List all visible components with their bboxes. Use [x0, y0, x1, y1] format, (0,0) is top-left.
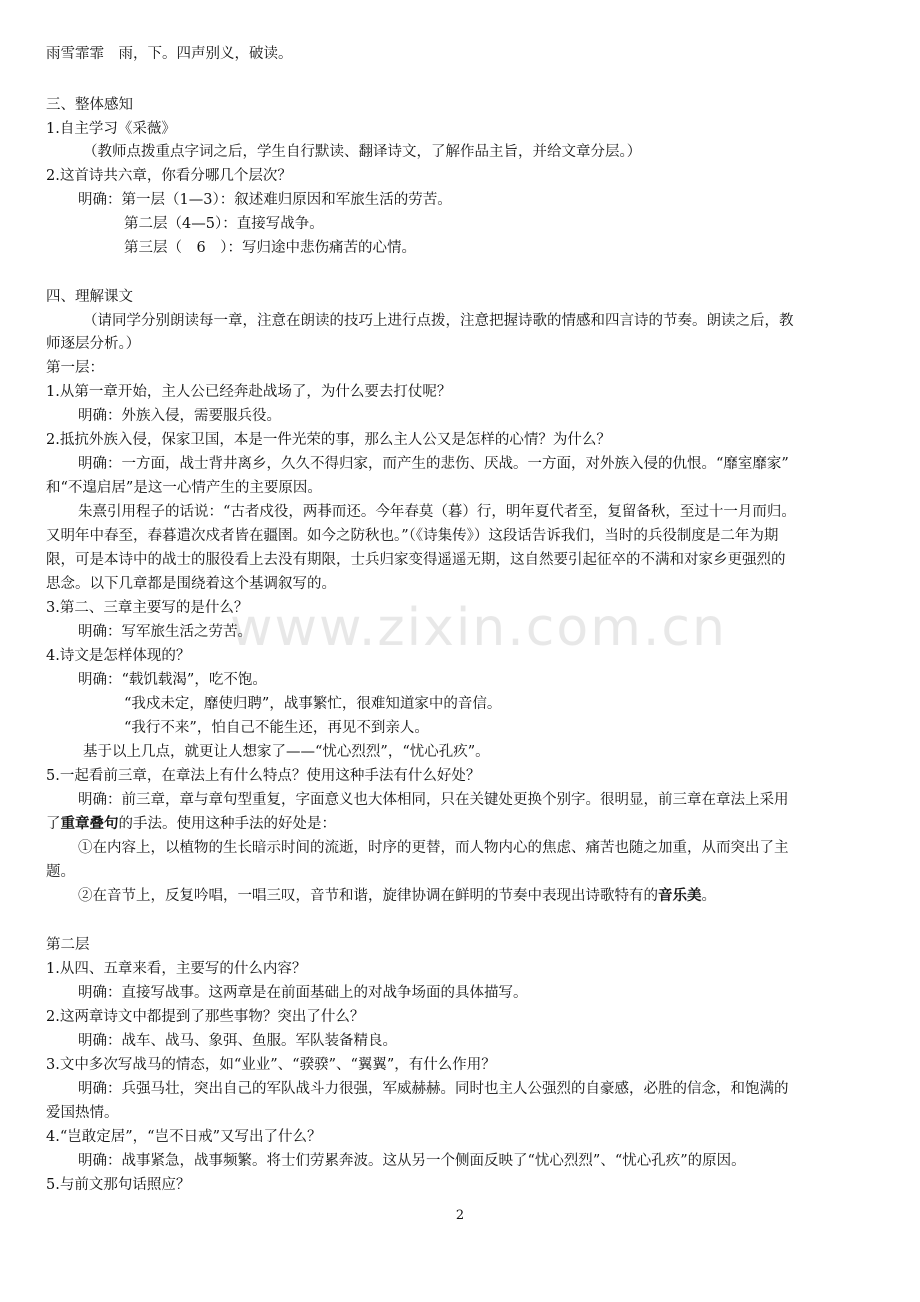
- question-line: 2.这首诗共六章，你看分哪几个层次？: [46, 168, 292, 184]
- question-line: 4.“岂敢定居”，“岂不日戒”又写出了什么？: [46, 1129, 322, 1145]
- text-line: （请同学分别朗读每一章，注意在朗读的技巧上进行点拨，注意把握诗歌的情感和四言诗的节奏。朗读之后，教: [83, 313, 794, 329]
- answer-line: 第二层（4—5）：直接写战争。: [124, 216, 324, 232]
- text-fragment: 的手法。使用这种手法的好处是：: [118, 816, 336, 832]
- text-line: 和“不遑启居”是这一心情产生的主要原因。: [46, 480, 322, 496]
- text-line: [0, 812, 920, 836]
- question-line: 1.自主学习《采薇》: [46, 121, 176, 137]
- answer-line: 明确：直接写战事。这两章是在前面基础上的对战争场面的具体描写。: [78, 985, 528, 1001]
- text-line: 思念。以下几章都是围绕着这个基调叙写的。: [46, 576, 336, 592]
- text-line: 爱国热情。: [46, 1105, 119, 1121]
- bold-term: 音乐美: [658, 887, 702, 904]
- section-heading: 四、理解课文: [46, 289, 133, 305]
- subsection-heading: 第二层: [46, 937, 90, 953]
- text-line: ①在内容上，以植物的生长暗示时间的流逝，时序的更替，而人物内心的焦虑、痛苦也随之加重，从而突出了主: [78, 840, 789, 856]
- answer-line: “我行不来”，怕自己不能生还，再见不到亲人。: [124, 720, 429, 736]
- watermark: www.zixin.com.cn: [230, 598, 727, 658]
- text-fragment: 了: [46, 816, 61, 832]
- answer-line: 明确：写军旅生活之劳苦。: [78, 624, 252, 640]
- text-line: [0, 884, 920, 908]
- page-number: 2: [455, 1208, 465, 1223]
- question-line: 5.与前文那句话照应？: [46, 1177, 191, 1193]
- answer-line: 第三层（ 6 ）：写归途中悲伤痛苦的心情。: [124, 240, 416, 256]
- answer-line: 明确：外族入侵，需要服兵役。: [78, 408, 281, 424]
- answer-line: 明确：战车、战马、象弭、鱼服。军队装备精良。: [78, 1033, 397, 1049]
- question-line: 3.文中多次写战马的情态，如“业业”、“骙骙”、“翼翼”，有什么作用？: [46, 1057, 496, 1073]
- text-line: 限，可是本诗中的战士的服役看上去没有期限，士兵归家变得遥遥无期，这自然要引起征卒的不满和对家乡更强烈的: [46, 552, 786, 568]
- answer-line: “我戍未定，靡使归聘”，战事繁忙，很难知道家中的音信。: [124, 696, 502, 712]
- text-line: 基于以上几点，就更让人想家了——“忧心烈烈”，“忧心孔疚”。: [83, 744, 490, 760]
- answer-line: 明确：“载饥载渴”，吃不饱。: [78, 672, 267, 688]
- question-line: 4.诗文是怎样体现的？: [46, 648, 191, 664]
- section-heading: 三、整体感知: [46, 97, 133, 113]
- text-line: 雨雪霏霏 雨，下。四声别义，破读。: [46, 46, 293, 62]
- answer-line: 明确：一方面，战士背井离乡，久久不得归家，而产生的悲伤、厌战。一方面，对外族入侵的仇恨。“靡室靡家”: [78, 456, 789, 472]
- text-line: 朱熹引用程子的话说：“古者戍役，两朞而还。今年春莫（暮）行，明年夏代者至，复留备秋，至过十一月而归。: [78, 504, 796, 520]
- text-line: 师逐层分析。）: [46, 336, 141, 352]
- question-line: 2.这两章诗文中都提到了那些事物？突出了什么？: [46, 1009, 365, 1025]
- answer-line: 明确：兵强马壮，突出自己的军队战斗力很强，军威赫赫。同时也主人公强烈的自豪感，必胜的信念，和饱满的: [78, 1081, 789, 1097]
- question-line: 3.第二、三章主要写的是什么？: [46, 600, 249, 616]
- question-line: 1.从第一章开始，主人公已经奔赴战场了，为什么要去打仗呢？: [46, 384, 452, 400]
- text-line: （教师点拨重点字词之后，学生自行默读、翻译诗文，了解作品主旨，并给文章分层。）: [83, 144, 642, 160]
- text-line: 题。: [46, 864, 75, 880]
- question-line: 1.从四、五章来看，主要写的什么内容？: [46, 961, 307, 977]
- answer-line: 明确：第一层（1—3）：叙述难归原因和军旅生活的劳苦。: [78, 192, 452, 208]
- text-line: 又明年中春至，春暮遣次戍者皆在疆圉。如今之防秋也。”（《诗集传》）这段话告诉我们，当时的兵役制度是二年为期: [46, 528, 779, 544]
- answer-line: 明确：前三章，章与章句型重复，字面意义也大体相同，只在关键处更换个别字。很明显，前三章在章法上采用: [78, 792, 789, 808]
- bold-term: 重章叠句: [60, 815, 119, 832]
- question-line: 2.抵抗外族入侵，保家卫国，本是一件光荣的事，那么主人公又是怎样的心情？为什么？: [46, 432, 611, 448]
- question-line: 5.一起看前三章，在章法上有什么特点？使用这种手法有什么好处？: [46, 768, 481, 784]
- subsection-heading: 第一层：: [46, 360, 104, 376]
- text-fragment: 。: [701, 888, 716, 904]
- text-fragment: ②在音节上，反复吟唱，一唱三叹，音节和谐，旋律协调在鲜明的节奏中表现出诗歌特有的: [78, 888, 658, 904]
- answer-line: 明确：战事紧急，战事频繁。将士们劳累奔波。这从另一个侧面反映了“忧心烈烈”、“忧心孔疚”的原因。: [78, 1153, 746, 1169]
